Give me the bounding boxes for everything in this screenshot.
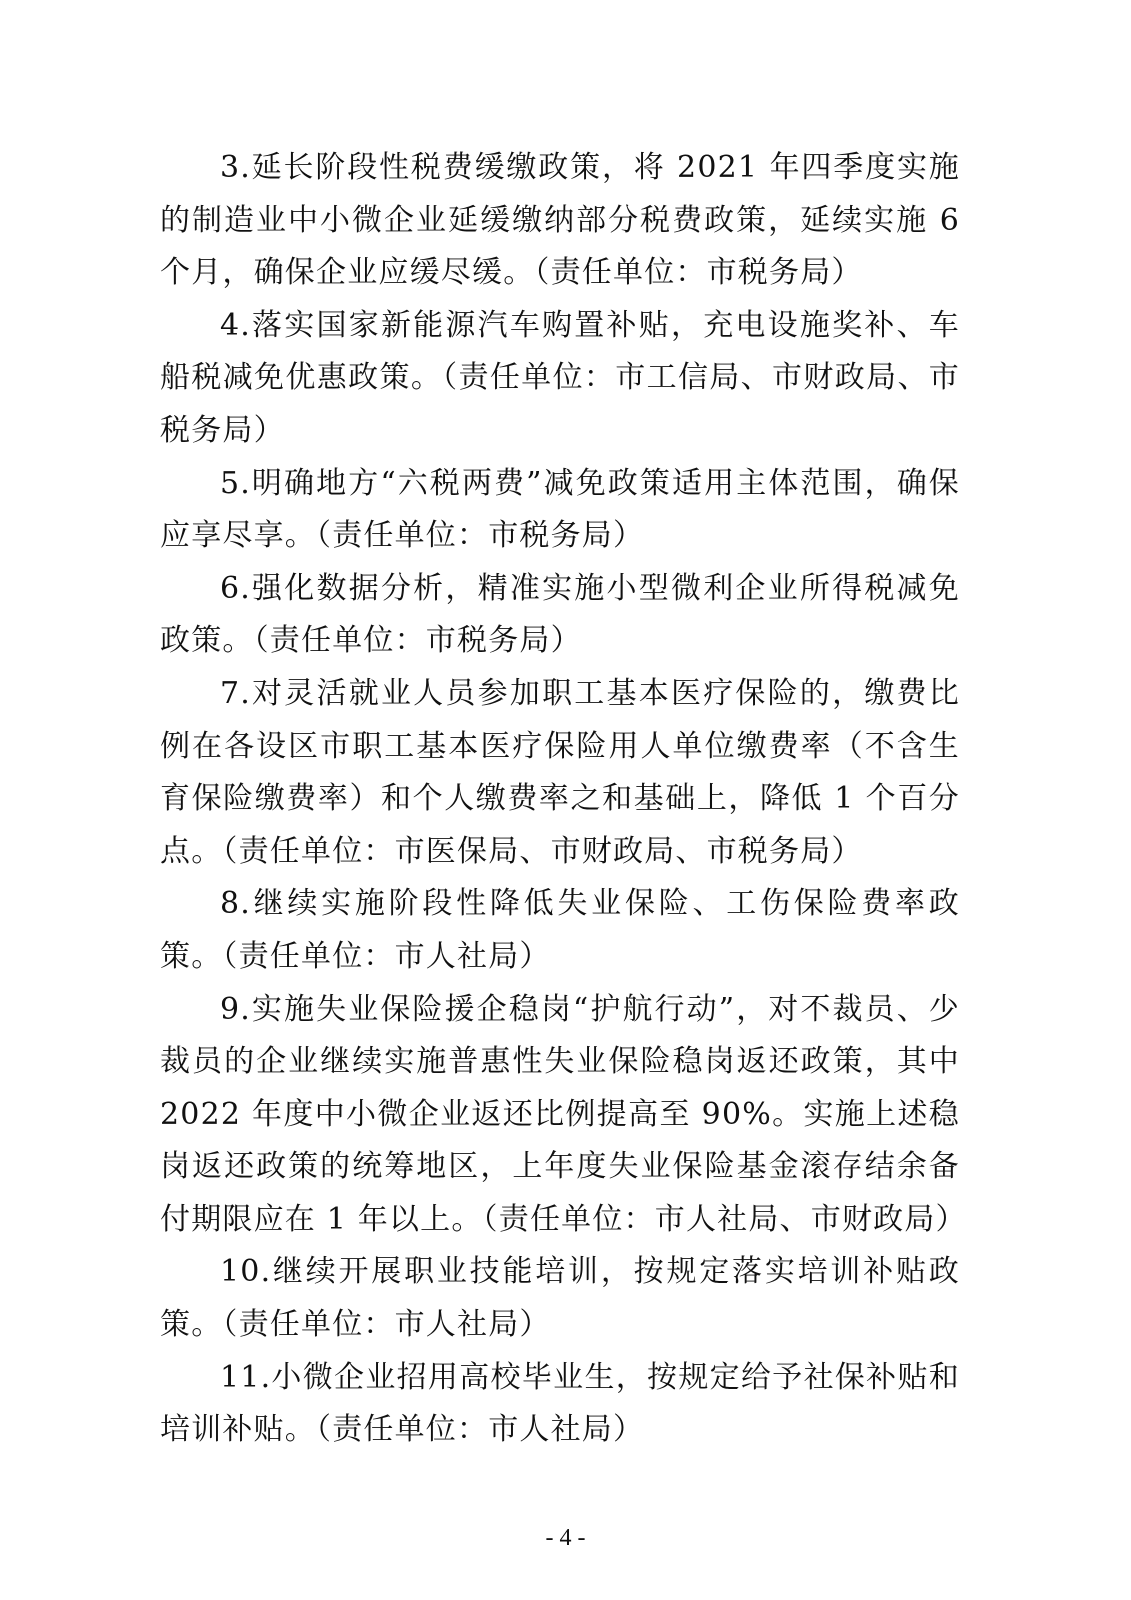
document-body (160, 142, 967, 1457)
page-number: - 4 - (545, 1525, 586, 1551)
paragraph-item-8: 8.继续实施阶段性降低失业保险、工伤保险费率政策。（责任单位：市人社局） (160, 886, 960, 974)
paragraph-item-10: 10.继续开展职业技能培训，按规定落实培训补贴政策。（责任单位：市人社局） (160, 1254, 960, 1343)
paragraph-item-11: 11.小微企业招用高校毕业生，按规定给予社保补贴和培训补贴。（责任单位：市人社局） (160, 1359, 960, 1448)
paragraph-item-4: 4.落实国家新能源汽车购置补贴，充电设施奖补、车船税减免优惠政策。（责任单位：市工信局、市财政局、市税务局） (160, 307, 960, 448)
paragraph-item-6: 6.强化数据分析，精准实施小型微利企业所得税减免政策。（责任单位：市税务局） (160, 570, 960, 659)
paragraph-item-3: 3.延长阶段性税费缓缴政策，将 2021 年四季度实施的制造业中小微企业延缓缴纳部分税费政策，延续实施 6 个月，确保企业应缓尽缓。（责任单位：市税务局） (160, 150, 960, 291)
paragraph-item-7: 7.对灵活就业人员参加职工基本医疗保险的，缴费比例在各设区市职工基本医疗保险用人单位缴费率（不含生育保险缴费率）和个人缴费率之和基础上，降低 1 个百分点。（责任单位：市医保局、市财政局、市税务局） (160, 675, 960, 869)
paragraph-item-9: 9.实施失业保险援企稳岗“护航行动”，对不裁员、少裁员的企业继续实施普惠性失业保险稳岗返还政策，其中 2022 年度中小微企业返还比例提高至 90%。实施上述稳岗返还政策的统筹地区，上年度失业保险基金滚存结余备付期限应在 1 年以上。（责任单位：市人社局、市财政局） (160, 991, 967, 1237)
paragraph-item-5: 5.明确地方“六税两费”减免政策适用主体范围，确保应享尽享。（责任单位：市税务局） (160, 465, 960, 554)
